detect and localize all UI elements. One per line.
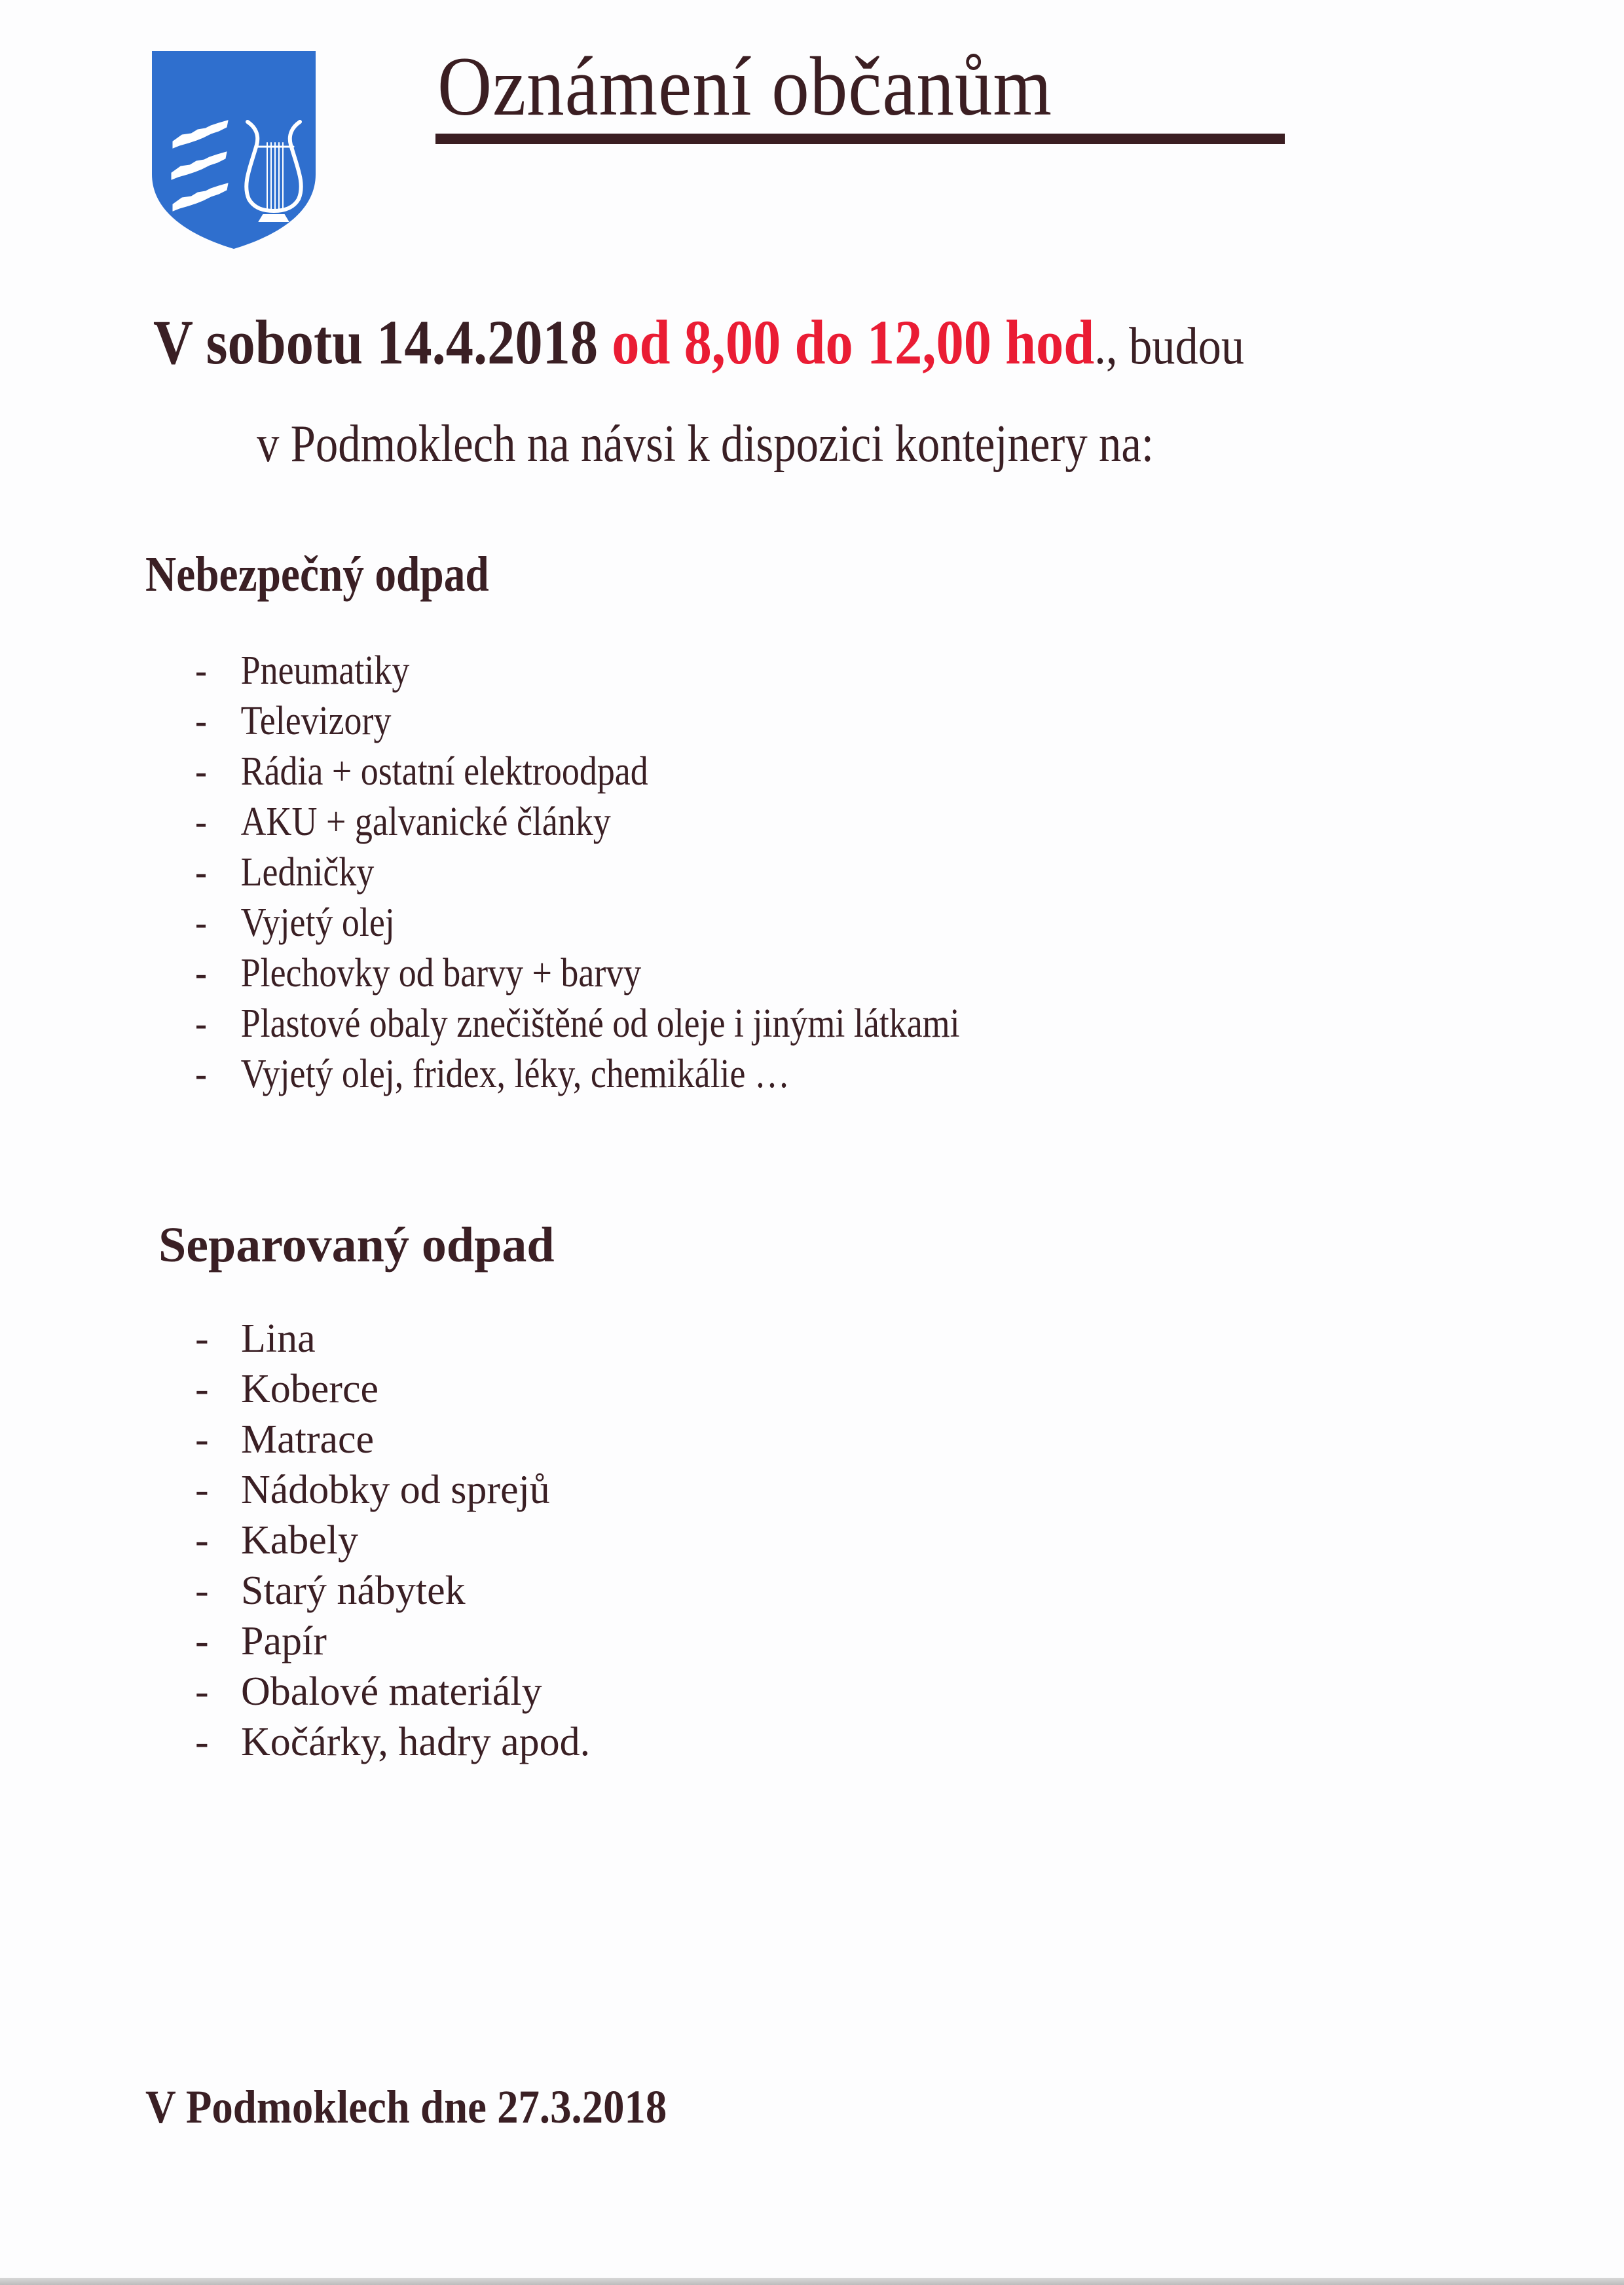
list-item-label: Ledničky [240,850,375,895]
section-heading-sorted-waste: Separovaný odpad [158,1217,555,1273]
bullet-dash: - [195,800,207,844]
bullet-dash: - [195,1619,209,1663]
bullet-dash: - [195,1316,209,1361]
bullet-dash: - [195,699,207,743]
bullet-dash: - [195,1417,209,1462]
list-item-label: Starý nábytek [241,1569,466,1613]
list-item-label: Rádia + ostatní elektroodpad [240,749,648,794]
coat-of-arms-icon [151,50,317,250]
list-item-label: Televizory [240,699,392,743]
list-item-label: Kočárky, hadry apod. [241,1720,591,1764]
list-item-label: Pneumatiky [240,648,410,693]
announcement-time-highlight: od 8,00 do 12,00 hod [612,307,1095,377]
list-item-label: Obalové materiály [241,1669,542,1714]
bullet-dash: - [195,951,207,995]
bullet-dash: - [195,1720,209,1764]
bullet-dash: - [195,1518,209,1563]
bullet-dash: - [195,1367,209,1411]
list-item-label: Vyjetý olej, fridex, léky, chemikálie … [240,1052,790,1096]
list-item-label: Vyjetý olej [240,901,395,945]
announcement-location-line: v Podmoklech na návsi k dispozici kontejnery na: [257,415,1154,473]
list-item-label: Kabely [241,1518,359,1563]
announcement-date: V sobotu 14.4.2018 [153,307,612,377]
bullet-dash: - [195,1669,209,1714]
bullet-dash: - [195,749,207,794]
title-underline [435,134,1285,144]
list-item-label: Papír [241,1619,327,1663]
list-item-label: Matrace [241,1417,375,1462]
list-item-label: Plastové obaly znečištěné od oleje i jinými látkami [240,1001,960,1046]
list-item-label: Nádobky od sprejů [241,1468,550,1512]
announcement-date-line [153,307,1244,382]
list-item-label: Lina [241,1316,316,1361]
bullet-dash: - [195,850,207,895]
section-heading-hazardous-waste: Nebezpečný odpad [145,547,489,602]
bullet-dash: - [195,648,207,693]
footer-place-date: V Podmoklech dne 27.3.2018 [145,2081,667,2133]
page-title: Oznámení občanům [437,40,1052,133]
announcement-tail: ., budou [1094,318,1245,375]
list-item-label: AKU + galvanické články [240,800,611,844]
list-item-label: Plechovky od barvy + barvy [240,951,642,995]
bullet-dash: - [195,1001,207,1046]
bullet-dash: - [195,1052,207,1096]
scan-bottom-edge [0,2278,1624,2285]
list-item-label: Koberce [241,1367,378,1411]
bullet-dash: - [195,1569,209,1613]
bullet-dash: - [195,901,207,945]
bullet-dash: - [195,1468,209,1512]
